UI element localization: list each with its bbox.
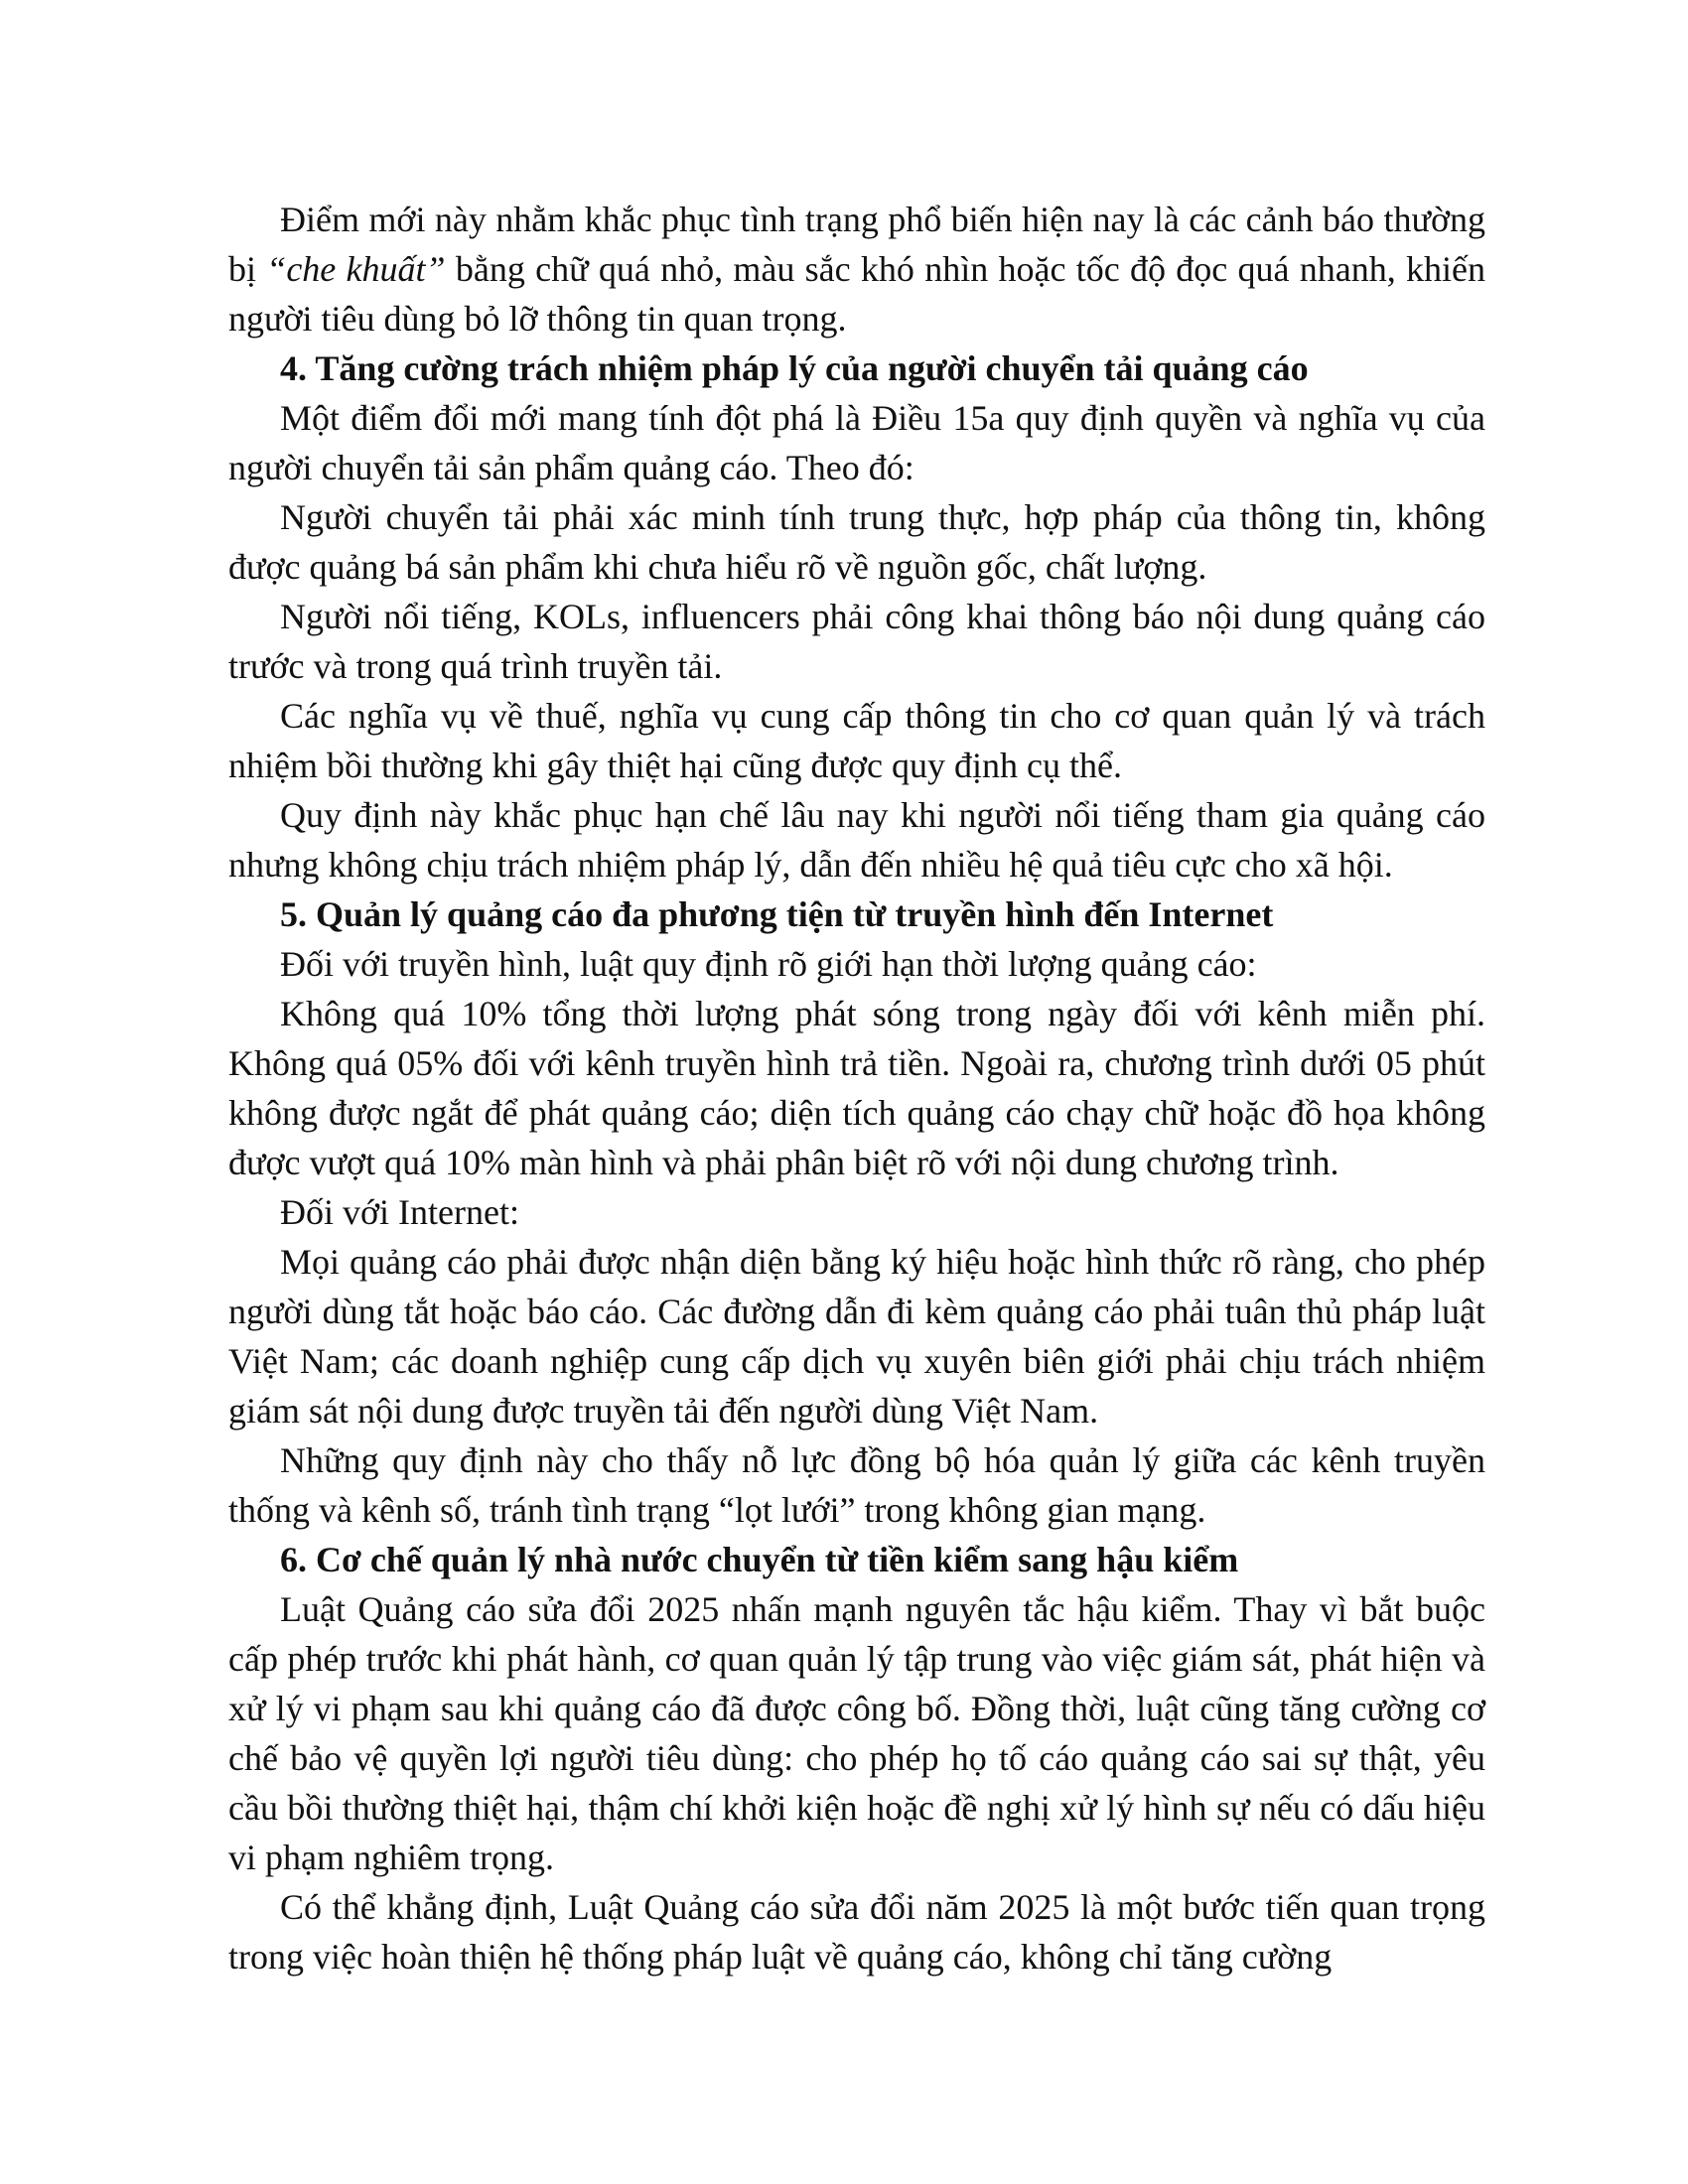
section-heading-4: 4. Tăng cường trách nhiệm pháp lý của người chuyển tải quảng cáo bbox=[280, 348, 1309, 388]
document-body bbox=[228, 195, 1485, 1981]
paragraph: Các nghĩa vụ về thuế, nghĩa vụ cung cấp thông tin cho cơ quan quản lý và trách nhiệm bồi thường khi gây thiệt hại cũng được quy định cụ thể. bbox=[228, 696, 1485, 785]
text-run: Điểm mới này nhằm khắc phục tình trạng phổ biến hiện nay là các cảnh báo thường bị bbox=[228, 200, 1485, 289]
paragraph: Người nổi tiếng, KOLs, influencers phải công khai thông báo nội dung quảng cáo trước và trong quá trình truyền tải. bbox=[228, 597, 1485, 686]
text-run: bằng chữ quá nhỏ, màu sắc khó nhìn hoặc tốc độ đọc quá nhanh, khiến người tiêu dùng bỏ lỡ thông tin quan trọng. bbox=[228, 249, 1486, 339]
paragraph: Những quy định này cho thấy nỗ lực đồng bộ hóa quản lý giữa các kênh truyền thống và kênh số, tránh tình trạng “lọt lưới” trong không gian mạng. bbox=[228, 1440, 1485, 1530]
paragraph: Có thể khẳng định, Luật Quảng cáo sửa đổi năm 2025 là một bước tiến quan trọng trong việc hoàn thiện hệ thống pháp luật về quảng cáo, không chỉ tăng cường bbox=[228, 1887, 1485, 1977]
paragraph: Đối với Internet: bbox=[280, 1192, 519, 1232]
paragraph: Mọi quảng cáo phải được nhận diện bằng ký hiệu hoặc hình thức rõ ràng, cho phép người dùng tắt hoặc báo cáo. Các đường dẫn đi kèm quảng cáo phải tuân thủ pháp luật Việt Nam; các doanh nghiệp cung cấp dịch vụ xuyên biên giới phải chịu trách nhiệm giám sát nội dung được truyền tải đến người dùng Việt Nam. bbox=[228, 1242, 1485, 1431]
paragraph: Người chuyển tải phải xác minh tính trung thực, hợp pháp của thông tin, không được quảng bá sản phẩm khi chưa hiểu rõ về nguồn gốc, chất lượng. bbox=[228, 497, 1485, 587]
paragraph: Luật Quảng cáo sửa đổi 2025 nhấn mạnh nguyên tắc hậu kiểm. Thay vì bắt buộc cấp phép trước khi phát hành, cơ quan quản lý tập trung vào việc giám sát, phát hiện và xử lý vi phạm sau khi quảng cáo đã được công bố. Đồng thời, luật cũng tăng cường cơ chế bảo vệ quyền lợi người tiêu dùng: cho phép họ tố cáo quảng cáo sai sự thật, yêu cầu bồi thường thiệt hại, thậm chí khởi kiện hoặc đề nghị xử lý hình sự nếu có dấu hiệu vi phạm nghiêm trọng. bbox=[228, 1589, 1485, 1877]
paragraph: Không quá 10% tổng thời lượng phát sóng trong ngày đối với kênh miễn phí. Không quá 05% đối với kênh truyền hình trả tiền. Ngoài ra, chương trình dưới 05 phút không được ngắt để phát quảng cáo; diện tích quảng cáo chạy chữ hoặc đồ họa không được vượt quá 10% màn hình và phải phân biệt rõ với nội dung chương trình. bbox=[228, 994, 1485, 1182]
section-heading-6: 6. Cơ chế quản lý nhà nước chuyển từ tiền kiểm sang hậu kiểm bbox=[280, 1540, 1239, 1579]
paragraph: Quy định này khắc phục hạn chế lâu nay khi người nổi tiếng tham gia quảng cáo nhưng không chịu trách nhiệm pháp lý, dẫn đến nhiều hệ quả tiêu cực cho xã hội. bbox=[228, 795, 1485, 885]
italic-quote: “che khuất” bbox=[266, 249, 446, 289]
section-heading-5: 5. Quản lý quảng cáo đa phương tiện từ truyền hình đến Internet bbox=[280, 894, 1274, 934]
paragraph: Đối với truyền hình, luật quy định rõ giới hạn thời lượng quảng cáo: bbox=[280, 944, 1257, 984]
paragraph-warning-visibility bbox=[228, 195, 1485, 343]
paragraph: Một điểm đổi mới mang tính đột phá là Điều 15a quy định quyền và nghĩa vụ của người chuyển tải sản phẩm quảng cáo. Theo đó: bbox=[228, 398, 1485, 487]
